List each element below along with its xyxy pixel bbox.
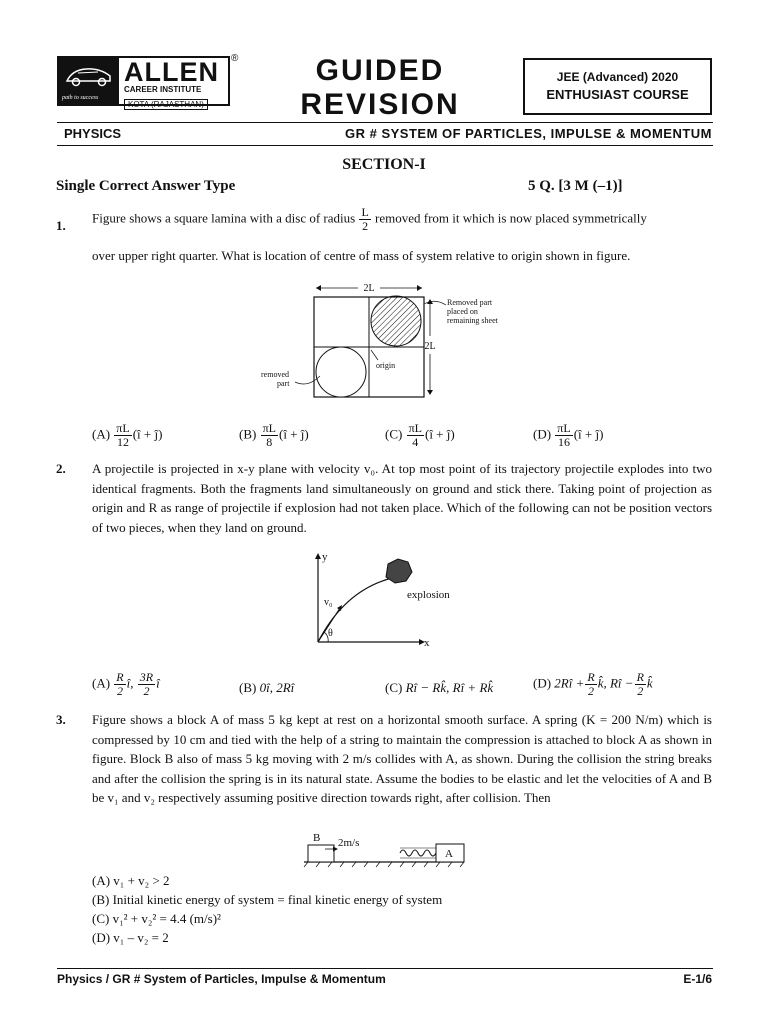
course-box [523,58,712,115]
footer-title: Physics / GR # System of Particles, Impulse & Momentum [57,972,386,986]
theta-label: θ [328,628,333,639]
section-title: SECTION-I [342,156,426,173]
q3-option-d: (D) v₁ – v₂ = 2 [92,930,169,945]
fraction-num: L [361,205,369,219]
removed-label-1: removed [261,370,289,379]
q1-option-a: (A) $\frac{\pi L}{12}$ (î + ĵ) [92,421,163,449]
title-line1: GUIDED [315,54,445,87]
projectile-figure [300,548,470,650]
header-rule-top [57,122,713,123]
marking-scheme: 5 Q. [3 M (–1)] [528,178,623,194]
header-rule-bottom [57,145,713,146]
placed-disc [371,296,421,346]
question-2-text: A projectile is projected in x-y plane with velocity v₀. At top most point of its trajectory projectile explodes into two identical fragments. Both the fragments land simultaneously on ground and stick there. Taking point of projection as origin and R as range of projectile if explosion had not taken place. Which of the following can not be position vectors of two pieces, when they land on ground. [92,461,712,535]
q1-option-b: (B) $\frac{\pi L}{8}$ (î + ĵ) [239,421,309,449]
explosion-label: explosion [407,589,450,601]
label-placed-1: Removed part [447,298,493,307]
explosion-icon [386,559,412,583]
question-number: 1. [56,218,66,233]
car-logo-icon [59,58,119,104]
block-a-label: A [445,848,453,860]
subject-label: PHYSICS [64,126,122,141]
q1-text-c: over upper right quarter. What is location of centre of mass of system relative to origin shown in figure. [92,248,631,263]
course-line2: ENTHUSIAST COURSE [546,87,689,102]
q1-text-a: Figure shows a square lamina with a disc of radius [92,210,356,226]
allen-logo [57,56,230,109]
removed-label-2: part [277,379,290,388]
collision-figure [300,828,470,868]
side-dimension: 2L [424,341,436,352]
label-placed-3: remaining sheet [447,316,498,325]
top-dimension: 2L [363,283,375,294]
y-axis-arrow-icon [315,553,321,559]
question-type: Single Correct Answer Type [56,178,236,194]
label-placed-2: placed on [447,307,478,316]
topic-label: GR # SYSTEM OF PARTICLES, IMPULSE & MOMENTUM [345,126,712,141]
q3-option-c: (C) v₁² + v₂² = 4.4 (m/s)² [92,911,221,926]
origin-label: origin [376,361,396,370]
fraction-den: 2 [362,219,369,233]
block-b [308,845,334,862]
spring-icon [400,850,436,856]
q2-option-d: (D) 2Rî + $\frac{R}{2}$ k̂, Rî − $\frac{R}{2}$ k̂ [533,670,653,698]
q3-option-a: (A) v₁ + v₂ > 2 [92,873,170,888]
logo-city: KOTA (RAJASTHAN) [124,99,208,110]
logo-brand: ALLEN [124,57,219,87]
y-axis-label: y [322,551,328,563]
footer-rule [57,968,713,969]
question-number: 2. [56,461,66,476]
page-title [300,54,460,122]
square-lamina-figure [250,280,520,405]
q2-option-c: (C) Rî − Rk̂, Rî + Rk̂ [385,680,494,695]
question-number: 3. [56,712,66,727]
page-number: E-1/6 [683,972,712,986]
removed-disc [316,347,366,397]
logo-tagline: path to success [62,95,99,101]
q2-option-a: (A) $\frac{R}{2}$ î, $\frac{3R}{2}$ î [92,670,160,698]
q2-option-b: (B) 0î, 2Rî [239,680,295,695]
fraction [359,206,370,233]
q3-option-b: (B) Initial kinetic energy of system = final kinetic energy of system [92,892,443,907]
x-axis-label: x [424,637,430,649]
course-line1: JEE (Advanced) 2020 [556,70,679,84]
registered-mark: ® [231,53,239,64]
block-b-label: B [313,832,321,844]
q1-text-b: removed from it which is now placed symmetrically [375,210,647,226]
v0-label: v₀ [324,597,333,608]
title-line2: REVISION [300,88,460,121]
question-3-text: Figure shows a block A of mass 5 kg kept at rest on a horizontal smooth surface. A spring (K = 200 N/m) which is compressed by 10 cm and tied with the help of a string to maintain the compression is attached to block A as shown in figure. Block B also of mass 5 kg moving with 2 m/s collides with A, as shown. During the collision the string breaks and after the collision the spring is in its natural state. Assume the bodies to be elastic and let the velocities of A and B be v₁ and v₂ respectively assuming positive direction towards right, after collision. Then [92,712,712,805]
speed-label: 2m/s [338,837,360,849]
ground-hatch [304,862,464,867]
q1-option-d: (D) $\frac{\pi L}{16}$ (î + ĵ) [533,421,604,449]
question-1-line1 [92,206,712,233]
q1-option-c: (C) $\frac{\pi L}{4}$ (î + ĵ) [385,421,455,449]
logo-institute: CAREER INSTITUTE [124,85,202,94]
